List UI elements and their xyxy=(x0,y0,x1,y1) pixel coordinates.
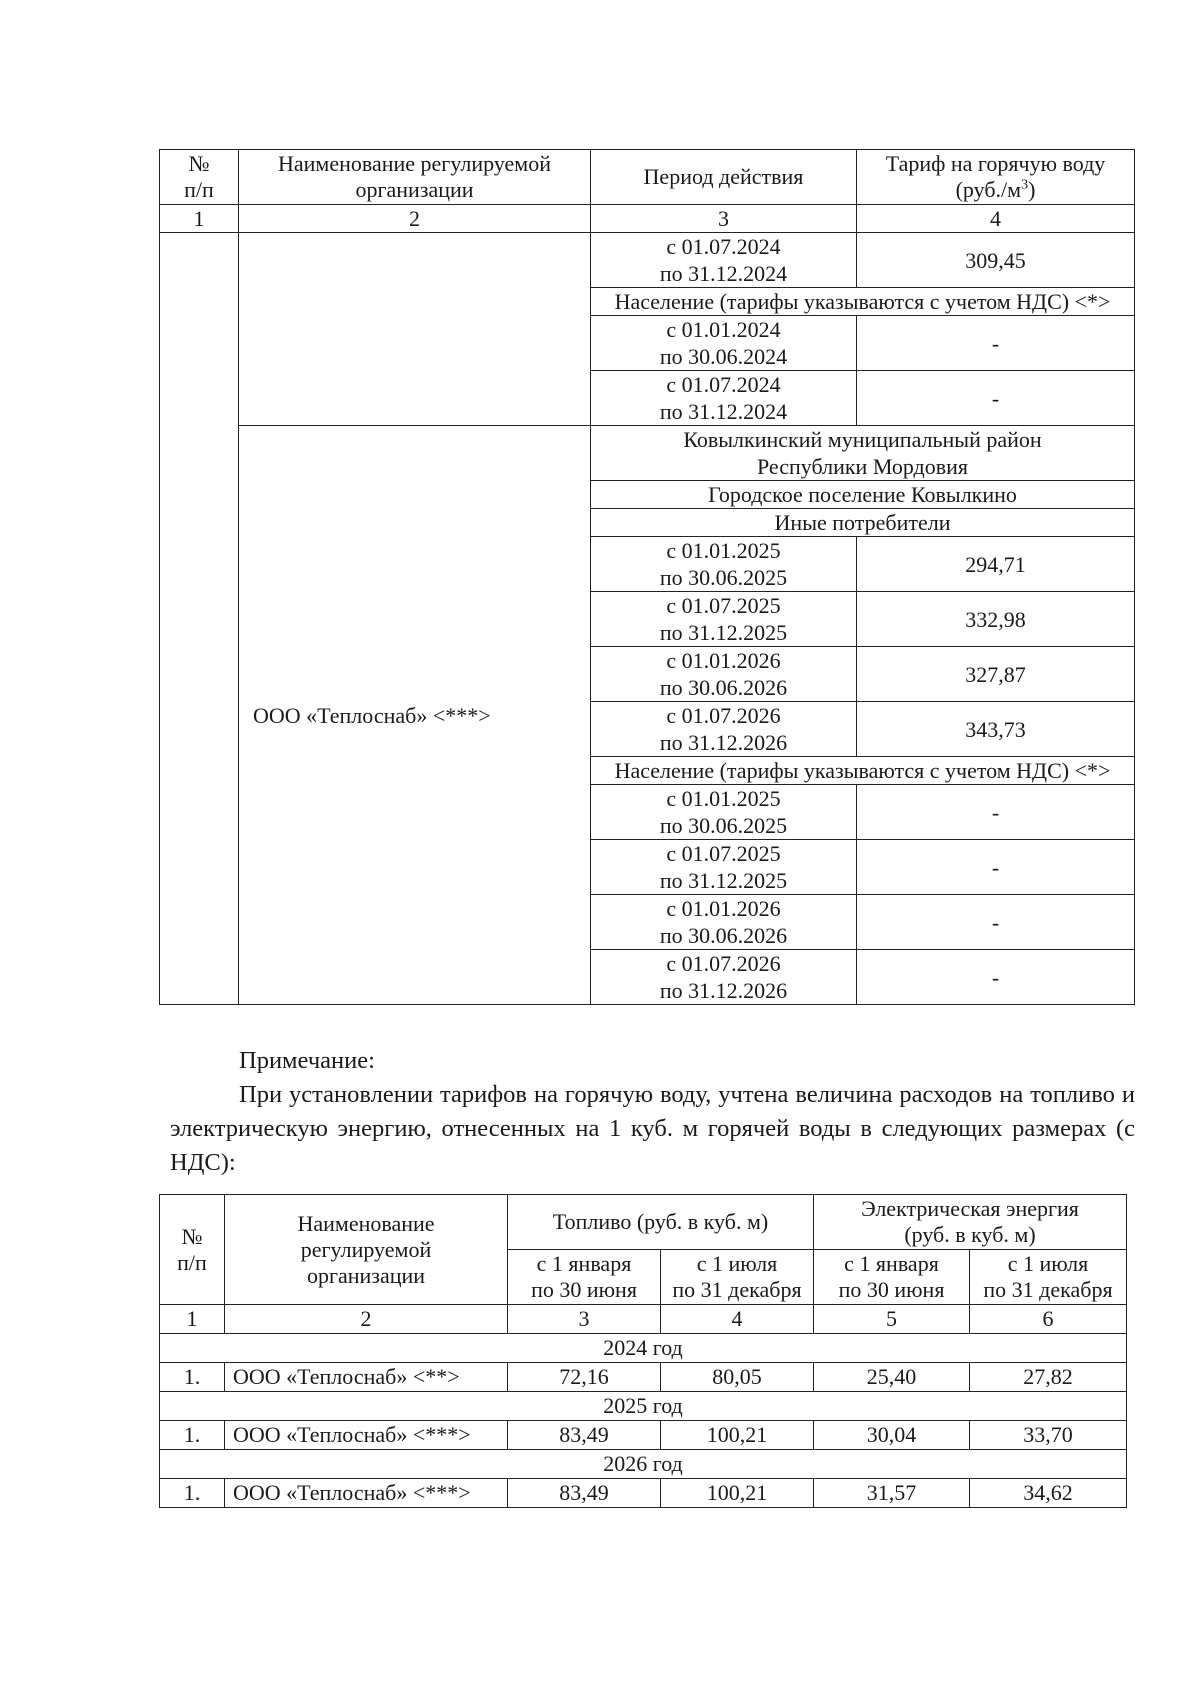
row-num: 1. xyxy=(160,1421,225,1450)
colnum-5: 5 xyxy=(814,1305,970,1334)
org-cell-continued xyxy=(239,233,591,426)
tariff-value: - xyxy=(857,371,1135,426)
other-consumers-label: Иные потребители xyxy=(591,509,1135,537)
header-fuel: Топливо (руб. в куб. м) xyxy=(508,1195,814,1250)
colnum-3: 3 xyxy=(591,205,857,233)
year-row: 2025 год xyxy=(160,1392,1127,1421)
num-cell-empty xyxy=(160,233,239,1005)
header-org: Наименование регулируемой организации xyxy=(239,150,591,205)
tariff-value: - xyxy=(857,950,1135,1005)
colnum-4: 4 xyxy=(661,1305,814,1334)
colnum-4: 4 xyxy=(857,205,1135,233)
header-num: № п/п xyxy=(160,150,239,205)
tariff-value: 309,45 xyxy=(857,233,1135,288)
tariff-value: - xyxy=(857,785,1135,840)
tariff-value: 294,71 xyxy=(857,537,1135,592)
note-title: Примечание: xyxy=(239,1047,375,1074)
electric-h2-value: 27,82 xyxy=(970,1363,1127,1392)
header-tariff-sup: 3 xyxy=(1021,177,1029,193)
electric-h1-value: 30,04 xyxy=(814,1421,970,1450)
electric-h2-value: 34,62 xyxy=(970,1479,1127,1508)
period-cell: с 01.07.2024 по 31.12.2024 xyxy=(591,371,857,426)
header-electric-h2: с 1 июля по 31 декабря xyxy=(970,1250,1127,1305)
period-cell: с 01.07.2026 по 31.12.2026 xyxy=(591,702,857,757)
year-row: 2026 год xyxy=(160,1450,1127,1479)
row-org: ООО «Теплоснаб» <***> xyxy=(225,1421,508,1450)
row-num: 1. xyxy=(160,1363,225,1392)
header-tariff-close: ) xyxy=(1028,177,1036,202)
district-label: Ковылкинский муниципальный район Республики Мордовия xyxy=(591,426,1135,481)
colnum-3: 3 xyxy=(508,1305,661,1334)
fuel-h2-value: 100,21 xyxy=(661,1421,814,1450)
header-electric-h1: с 1 января по 30 июня xyxy=(814,1250,970,1305)
header-num: № п/п xyxy=(160,1195,225,1305)
population-label: Население (тарифы указываются с учетом НДС) <*> xyxy=(591,757,1135,785)
header-tariff-unit: (руб./м xyxy=(955,177,1022,202)
fuel-h1-value: 72,16 xyxy=(508,1363,661,1392)
period-cell: с 01.07.2025 по 31.12.2025 xyxy=(591,840,857,895)
tariff-table xyxy=(159,149,1135,1005)
colnum-1: 1 xyxy=(160,205,239,233)
costs-table xyxy=(159,1194,1127,1508)
tariff-value: 332,98 xyxy=(857,592,1135,647)
period-cell: с 01.07.2024 по 31.12.2024 xyxy=(591,233,857,288)
period-cell: с 01.07.2025 по 31.12.2025 xyxy=(591,592,857,647)
header-period: Период действия xyxy=(591,150,857,205)
tariff-value: - xyxy=(857,895,1135,950)
fuel-h1-value: 83,49 xyxy=(508,1479,661,1508)
header-tariff xyxy=(857,150,1135,205)
period-cell: с 01.01.2025 по 30.06.2025 xyxy=(591,537,857,592)
electric-h1-value: 25,40 xyxy=(814,1363,970,1392)
period-cell: с 01.01.2026 по 30.06.2026 xyxy=(591,647,857,702)
year-row: 2024 год xyxy=(160,1334,1127,1363)
tariff-value: - xyxy=(857,840,1135,895)
row-num: 1. xyxy=(160,1479,225,1508)
fuel-h2-value: 100,21 xyxy=(661,1479,814,1508)
tariff-value: 343,73 xyxy=(857,702,1135,757)
period-cell: с 01.07.2026 по 31.12.2026 xyxy=(591,950,857,1005)
colnum-2: 2 xyxy=(239,205,591,233)
period-cell: с 01.01.2024 по 30.06.2024 xyxy=(591,316,857,371)
tariff-value: - xyxy=(857,316,1135,371)
tariff-value: 327,87 xyxy=(857,647,1135,702)
colnum-2: 2 xyxy=(225,1305,508,1334)
header-tariff-main: Тариф на горячую воду xyxy=(885,151,1106,176)
fuel-h2-value: 80,05 xyxy=(661,1363,814,1392)
colnum-6: 6 xyxy=(970,1305,1127,1334)
electric-h1-value: 31,57 xyxy=(814,1479,970,1508)
header-fuel-h2: с 1 июля по 31 декабря xyxy=(661,1250,814,1305)
period-cell: с 01.01.2025 по 30.06.2025 xyxy=(591,785,857,840)
fuel-h1-value: 83,49 xyxy=(508,1421,661,1450)
row-org: ООО «Теплоснаб» <**> xyxy=(225,1363,508,1392)
org-name: ООО «Теплоснаб» <***> xyxy=(239,426,591,1005)
colnum-1: 1 xyxy=(160,1305,225,1334)
header-org: Наименование регулируемой организации xyxy=(225,1195,508,1305)
settlement-label: Городское поселение Ковылкино xyxy=(591,481,1135,509)
population-label: Население (тарифы указываются с учетом НДС) <*> xyxy=(591,288,1135,316)
electric-h2-value: 33,70 xyxy=(970,1421,1127,1450)
period-cell: с 01.01.2026 по 30.06.2026 xyxy=(591,895,857,950)
row-org: ООО «Теплоснаб» <***> xyxy=(225,1479,508,1508)
header-electric: Электрическая энергия (руб. в куб. м) xyxy=(814,1195,1127,1250)
note-body: При установлении тарифов на горячую воду, учтена величина расходов на топливо и электрическую энергию, отнесенных на 1 куб. м горячей воды в следующих размерах (с НДС): xyxy=(170,1081,1135,1176)
header-fuel-h1: с 1 января по 30 июня xyxy=(508,1250,661,1305)
